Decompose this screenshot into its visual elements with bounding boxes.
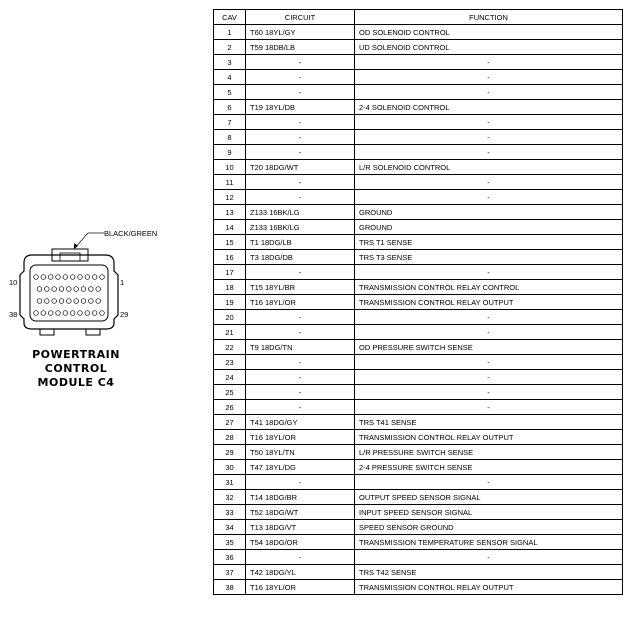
cav-cell: 8 (214, 130, 246, 145)
pin-cavity (34, 275, 39, 280)
pin-cavity (81, 299, 86, 304)
pin-label-top-right: 1 (120, 278, 125, 287)
cav-cell: 3 (214, 55, 246, 70)
table-row (214, 415, 623, 430)
function-cell: GROUND (355, 205, 623, 220)
cav-cell: 17 (214, 265, 246, 280)
circuit-cell: - (246, 175, 355, 190)
function-cell: - (355, 400, 623, 415)
pin-cavity (63, 311, 68, 316)
circuit-cell: T59 18DB/LB (246, 40, 355, 55)
cav-cell: 5 (214, 85, 246, 100)
function-cell: TRANSMISSION TEMPERATURE SENSOR SIGNAL (355, 535, 623, 550)
function-cell: GROUND (355, 220, 623, 235)
function-cell: - (355, 145, 623, 160)
circuit-cell: - (246, 70, 355, 85)
function-cell: - (355, 70, 623, 85)
function-cell: TRANSMISSION CONTROL RELAY OUTPUT (355, 580, 623, 595)
circuit-cell: - (246, 130, 355, 145)
pin-cavity (70, 275, 75, 280)
cav-cell: 24 (214, 370, 246, 385)
pin-cavity (41, 275, 46, 280)
table-row (214, 580, 623, 595)
function-cell: - (355, 310, 623, 325)
circuit-cell: T16 18YL/OR (246, 295, 355, 310)
function-cell: TRS T3 SENSE (355, 250, 623, 265)
pin-label-bottom-right: 29 (120, 310, 129, 319)
circuit-cell: T50 18YL/TN (246, 445, 355, 460)
circuit-cell: - (246, 385, 355, 400)
circuit-cell: T13 18DG/VT (246, 520, 355, 535)
cav-cell: 36 (214, 550, 246, 565)
function-cell: - (355, 85, 623, 100)
pin-cavity (89, 287, 94, 292)
circuit-cell: T41 18DG/GY (246, 415, 355, 430)
cav-cell: 34 (214, 520, 246, 535)
circuit-cell: T52 18DG/WT (246, 505, 355, 520)
header-circuit: CIRCUIT (246, 10, 355, 25)
table-row (214, 205, 623, 220)
circuit-cell: T3 18DG/DB (246, 250, 355, 265)
pin-cavity (45, 287, 50, 292)
pin-cavity (37, 299, 42, 304)
table-row (214, 550, 623, 565)
function-cell: - (355, 265, 623, 280)
function-cell: - (355, 175, 623, 190)
table-row (214, 40, 623, 55)
table-row (214, 190, 623, 205)
cav-cell: 37 (214, 565, 246, 580)
function-cell: - (355, 190, 623, 205)
circuit-cell: T14 18DG/BR (246, 490, 355, 505)
pin-cavity (78, 311, 83, 316)
cav-cell: 31 (214, 475, 246, 490)
connector-title-line: CONTROL (44, 362, 108, 375)
table-row (214, 175, 623, 190)
cav-cell: 22 (214, 340, 246, 355)
pin-cavity (81, 287, 86, 292)
function-cell: - (355, 355, 623, 370)
function-cell: - (355, 370, 623, 385)
table-row (214, 70, 623, 85)
function-cell: TRANSMISSION CONTROL RELAY OUTPUT (355, 295, 623, 310)
pin-cavity (45, 299, 50, 304)
pin-cavity (48, 275, 53, 280)
circuit-cell: - (246, 145, 355, 160)
pin-cavity (67, 299, 72, 304)
cav-cell: 32 (214, 490, 246, 505)
wire-color-label: BLACK/GREEN (104, 229, 158, 238)
cav-cell: 9 (214, 145, 246, 160)
table-row (214, 370, 623, 385)
table-row (214, 250, 623, 265)
pin-cavity (59, 299, 64, 304)
cav-cell: 6 (214, 100, 246, 115)
cav-cell: 30 (214, 460, 246, 475)
pin-cavity (96, 299, 101, 304)
cav-cell: 23 (214, 355, 246, 370)
function-cell: SPEED SENSOR GROUND (355, 520, 623, 535)
circuit-cell: Z133 16BK/LG (246, 220, 355, 235)
circuit-cell: - (246, 190, 355, 205)
function-cell: - (355, 115, 623, 130)
table-row (214, 295, 623, 310)
table-row (214, 100, 623, 115)
function-cell: OUTPUT SPEED SENSOR SIGNAL (355, 490, 623, 505)
circuit-cell: T42 18DG/YL (246, 565, 355, 580)
table-row (214, 520, 623, 535)
pin-cavity (63, 275, 68, 280)
pin-cavity (48, 311, 53, 316)
circuit-cell: - (246, 400, 355, 415)
cav-cell: 33 (214, 505, 246, 520)
table-row (214, 130, 623, 145)
function-cell: L/R PRESSURE SWITCH SENSE (355, 445, 623, 460)
pin-cavity (92, 275, 97, 280)
circuit-cell: - (246, 55, 355, 70)
cav-cell: 19 (214, 295, 246, 310)
table-row (214, 340, 623, 355)
pinout-table (213, 9, 623, 595)
cav-cell: 4 (214, 70, 246, 85)
table-row (214, 460, 623, 475)
function-cell: TRANSMISSION CONTROL RELAY OUTPUT (355, 430, 623, 445)
circuit-cell: T19 18YL/DB (246, 100, 355, 115)
cav-cell: 16 (214, 250, 246, 265)
circuit-cell: T16 18YL/OR (246, 580, 355, 595)
pin-cavity (70, 311, 75, 316)
cav-cell: 27 (214, 415, 246, 430)
function-cell: TRS T41 SENSE (355, 415, 623, 430)
pin-cavity (100, 275, 105, 280)
function-cell: INPUT SPEED SENSOR SIGNAL (355, 505, 623, 520)
pin-cavity (41, 311, 46, 316)
circuit-cell: - (246, 325, 355, 340)
circuit-cell: Z133 16BK/LG (246, 205, 355, 220)
connector-pins (34, 275, 105, 316)
table-row (214, 490, 623, 505)
cav-cell: 21 (214, 325, 246, 340)
cav-cell: 25 (214, 385, 246, 400)
pin-cavity (100, 311, 105, 316)
cav-cell: 20 (214, 310, 246, 325)
circuit-cell: T20 18DG/WT (246, 160, 355, 175)
table-row (214, 430, 623, 445)
function-cell: TRS T1 SENSE (355, 235, 623, 250)
circuit-cell: T54 18DG/OR (246, 535, 355, 550)
pin-cavity (52, 287, 57, 292)
circuit-cell: - (246, 115, 355, 130)
cav-cell: 7 (214, 115, 246, 130)
header-function: FUNCTION (355, 10, 623, 25)
table-row (214, 145, 623, 160)
function-cell: - (355, 385, 623, 400)
circuit-cell: - (246, 370, 355, 385)
pin-cavity (85, 275, 90, 280)
pin-label-top-left: 10 (9, 278, 18, 287)
circuit-cell: T47 18YL/DG (246, 460, 355, 475)
pin-cavity (85, 311, 90, 316)
pin-label-bottom-left: 38 (9, 310, 18, 319)
pin-cavity (56, 275, 61, 280)
pin-cavity (74, 299, 79, 304)
table-row (214, 445, 623, 460)
function-cell: UD SOLENOID CONTROL (355, 40, 623, 55)
table-row (214, 115, 623, 130)
cav-cell: 15 (214, 235, 246, 250)
circuit-cell: T9 18DG/TN (246, 340, 355, 355)
function-cell: L/R SOLENOID CONTROL (355, 160, 623, 175)
table-row (214, 25, 623, 40)
table-header-row (214, 10, 623, 25)
cav-cell: 10 (214, 160, 246, 175)
cav-cell: 11 (214, 175, 246, 190)
function-cell: - (355, 130, 623, 145)
table-body (214, 25, 623, 595)
pin-cavity (78, 275, 83, 280)
cav-cell: 26 (214, 400, 246, 415)
table-row (214, 535, 623, 550)
function-cell: OD PRESSURE SWITCH SENSE (355, 340, 623, 355)
circuit-cell: - (246, 265, 355, 280)
function-cell: - (355, 550, 623, 565)
function-cell: - (355, 55, 623, 70)
circuit-cell: T15 18YL/BR (246, 280, 355, 295)
table-row (214, 400, 623, 415)
function-cell: OD SOLENOID CONTROL (355, 25, 623, 40)
table-row (214, 565, 623, 580)
function-cell: TRS T42 SENSE (355, 565, 623, 580)
cav-cell: 38 (214, 580, 246, 595)
cav-cell: 18 (214, 280, 246, 295)
table-row (214, 280, 623, 295)
cav-cell: 12 (214, 190, 246, 205)
header-cav: CAV (214, 10, 246, 25)
circuit-cell: - (246, 475, 355, 490)
table-row (214, 385, 623, 400)
pin-cavity (89, 299, 94, 304)
table-row (214, 220, 623, 235)
connector-title-line: POWERTRAIN (32, 348, 120, 361)
circuit-cell: T60 18YL/GY (246, 25, 355, 40)
table-row (214, 505, 623, 520)
table-row (214, 235, 623, 250)
pin-cavity (56, 311, 61, 316)
cav-cell: 28 (214, 430, 246, 445)
pin-cavity (67, 287, 72, 292)
function-cell: - (355, 475, 623, 490)
pin-cavity (96, 287, 101, 292)
cav-cell: 2 (214, 40, 246, 55)
table-row (214, 475, 623, 490)
pin-cavity (34, 311, 39, 316)
pin-cavity (52, 299, 57, 304)
circuit-cell: T16 18YL/OR (246, 430, 355, 445)
pin-cavity (59, 287, 64, 292)
function-cell: 2-4 PRESSURE SWITCH SENSE (355, 460, 623, 475)
cav-cell: 1 (214, 25, 246, 40)
connector-title-line: MODULE C4 (37, 376, 115, 389)
pin-cavity (92, 311, 97, 316)
table-row (214, 55, 623, 70)
circuit-cell: - (246, 550, 355, 565)
circuit-cell: T1 18DG/LB (246, 235, 355, 250)
pin-cavity (37, 287, 42, 292)
connector-title (6, 348, 146, 390)
function-cell: - (355, 325, 623, 340)
table-row (214, 355, 623, 370)
cav-cell: 35 (214, 535, 246, 550)
circuit-cell: - (246, 355, 355, 370)
table-row (214, 265, 623, 280)
cav-cell: 14 (214, 220, 246, 235)
cav-cell: 29 (214, 445, 246, 460)
cav-cell: 13 (214, 205, 246, 220)
circuit-cell: - (246, 85, 355, 100)
pin-cavity (74, 287, 79, 292)
table-row (214, 325, 623, 340)
table-row (214, 310, 623, 325)
table-row (214, 85, 623, 100)
circuit-cell: - (246, 310, 355, 325)
function-cell: 2-4 SOLENOID CONTROL (355, 100, 623, 115)
table-row (214, 160, 623, 175)
function-cell: TRANSMISSION CONTROL RELAY CONTROL (355, 280, 623, 295)
